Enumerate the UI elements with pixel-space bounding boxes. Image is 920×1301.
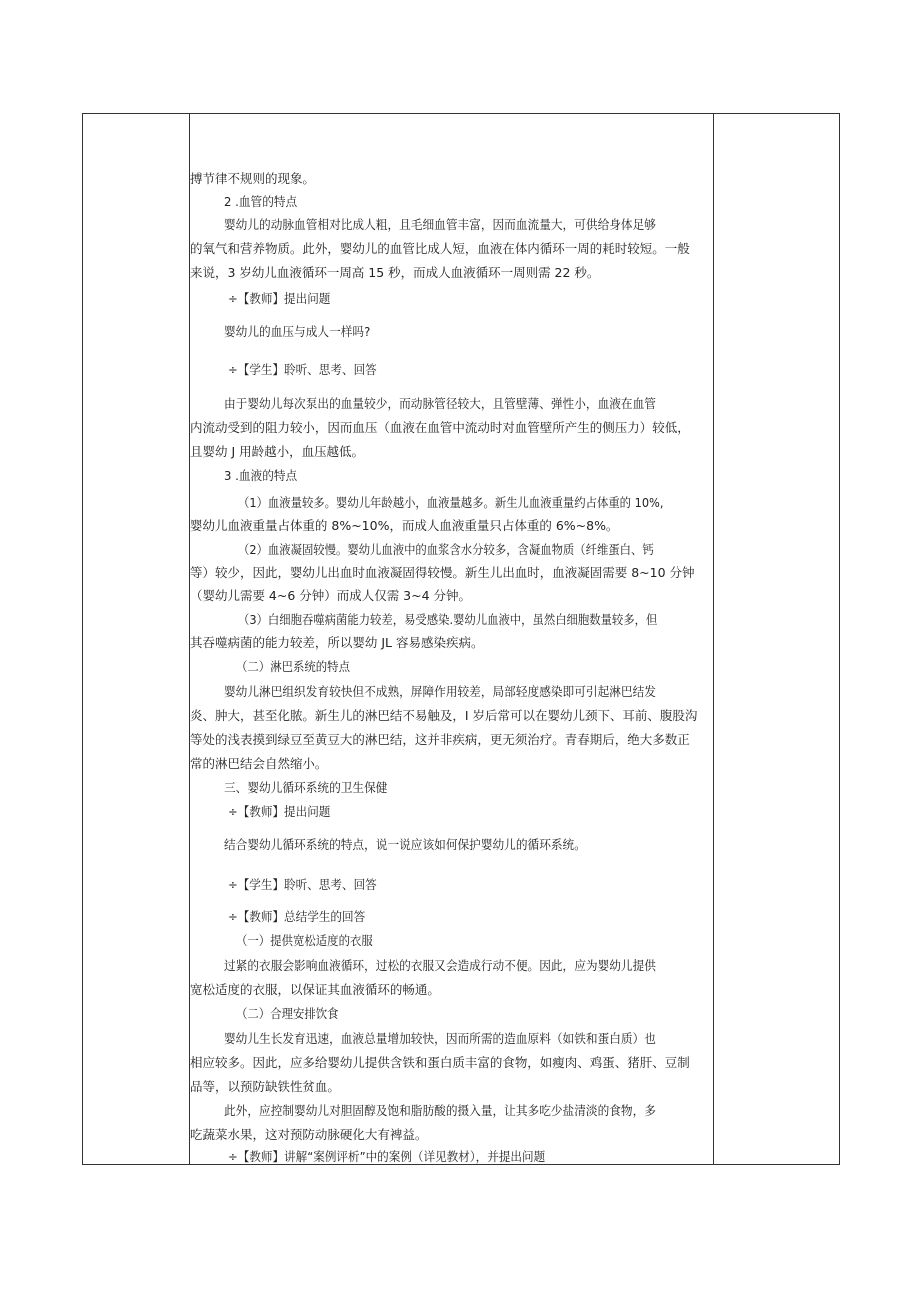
text-line: 此外，应控制婴幼儿对胆固醇及饱和脂肪酸的摄入量，让其多吃少盐清淡的食物，多 — [224, 1103, 656, 1118]
question-text: 婴幼儿的血压与成人一样吗? — [224, 324, 371, 339]
text-line: 宽松适度的衣服，以保证其血液循环的畅通。 — [190, 982, 440, 997]
teacher-prompt: ÷【教师】讲解“案例评析”中的案例（详见教材），并提出问题 — [228, 1149, 546, 1164]
text-line: 婴幼儿血液重量占体重的 8%~10%，而成人血液重量只占体重的 6%~8%。 — [190, 518, 619, 533]
section-heading: 3 .血液的特点 — [224, 468, 298, 483]
section-heading: （二）淋巴系统的特点 — [236, 659, 350, 674]
text-line: 且婴幼 J 用龄越小，血压越低。 — [190, 444, 365, 459]
text-line: 婴幼儿淋巴组织发育较快但不成熟，屏障作用较差，局部轻度感染即可引起淋巴结发 — [224, 684, 656, 699]
text-line: 婴幼儿生长发育迅速，血液总量增加较快，因而所需的造血原料（如铁和蛋白质）也 — [224, 1031, 656, 1046]
text-line: 内流动受到的阻力较小，因而血压（血液在血管中流动时对血管壁所产生的侧压力）较低， — [190, 420, 690, 435]
teacher-prompt: ÷【教师】提出问题 — [228, 804, 331, 819]
teacher-prompt: ÷【教师】总结学生的回答 — [228, 909, 366, 924]
text-line: 炎、肿大，甚至化脓。新生儿的淋巴结不易触及，I 岁后常可以在婴幼儿颈下、耳前、腹股沟 — [190, 708, 698, 723]
text-line: 的氧气和营养物质。此外，婴幼儿的血管比成人短，血液在体内循环一周的耗时较短。一般 — [190, 241, 690, 256]
section-heading: （一）提供宽松适度的衣服 — [236, 933, 373, 948]
question-text: 结合婴幼儿循环系统的特点，说一说应该如何保护婴幼儿的循环系统。 — [224, 837, 586, 852]
lesson-table — [82, 113, 840, 1165]
text-line: 搏节律不规则的现象。 — [190, 171, 315, 186]
text-line: 等处的浅表摸到绿豆至黄豆大的淋巴结，这并非疾病，更无须治疗。青春期后，绝大多数正 — [190, 732, 690, 747]
text-line: （婴幼儿需要 4~6 分钟）而成人仅需 3~4 分钟。 — [190, 588, 471, 603]
text-line: 相应较多。因此，应多给婴幼儿提供含铁和蛋白质丰富的食物，如瘦肉、鸡蛋、猪肝、豆制 — [190, 1055, 690, 1070]
text-line: （3）白细胞吞噬病菌能力较差，易受感染.婴幼儿血液中，虽然白细胞数量较多，但 — [238, 612, 658, 627]
student-prompt: ÷【学生】聆听、思考、回答 — [228, 362, 377, 377]
lesson-content — [190, 114, 714, 1164]
text-line: 由于婴幼儿每次泵出的血量较少，而动脉管径较大，且管壁薄、弹性小，血液在血管 — [224, 396, 656, 411]
section-heading: （二）合理安排饮食 — [236, 1006, 339, 1021]
student-prompt: ÷【学生】聆听、思考、回答 — [228, 877, 377, 892]
teacher-prompt: ÷【教师】提出问题 — [228, 291, 331, 306]
text-line: 来说，3 岁幼儿血液循环一周高 15 秒，而成人血液循环一周则需 22 秒。 — [190, 265, 600, 280]
text-line: 品等，以预防缺铁性贫血。 — [190, 1079, 340, 1094]
text-line: 常的淋巴结会自然缩小。 — [190, 756, 328, 771]
text-line: 吃蔬菜水果，这对预防动脉硬化大有裨益。 — [190, 1127, 428, 1142]
text-line: （1）血液量较多。婴幼儿年龄越小，血液量越多。新生儿血液重量约占体重的 10%, — [238, 495, 664, 510]
right-column-cell — [713, 114, 839, 1164]
section-heading: 2 .血管的特点 — [224, 194, 298, 209]
text-line: 过紧的衣服会影响血液循环，过松的衣服又会造成行动不便。因此，应为婴幼儿提供 — [224, 958, 656, 973]
text-line: 其吞噬病菌的能力较差，所以婴幼 JL 容易感染疾病。 — [190, 635, 484, 650]
section-heading: 三、婴幼儿循环系统的卫生保健 — [224, 780, 388, 795]
text-line: 婴幼儿的动脉血管相对比成人粗，且毛细血管丰富，因而血流量大，可供给身体足够 — [224, 217, 656, 232]
left-column-cell — [83, 114, 189, 1164]
text-line: 等）较少，因此，婴幼儿出血时血液凝固得较慢。新生儿出血时，血液凝固需要 8~10 分钟 — [190, 565, 695, 580]
text-line: （2）血液凝固较慢。婴幼儿血液中的血浆含水分较多，含凝血物质（纤维蛋白、钙 — [238, 542, 654, 557]
